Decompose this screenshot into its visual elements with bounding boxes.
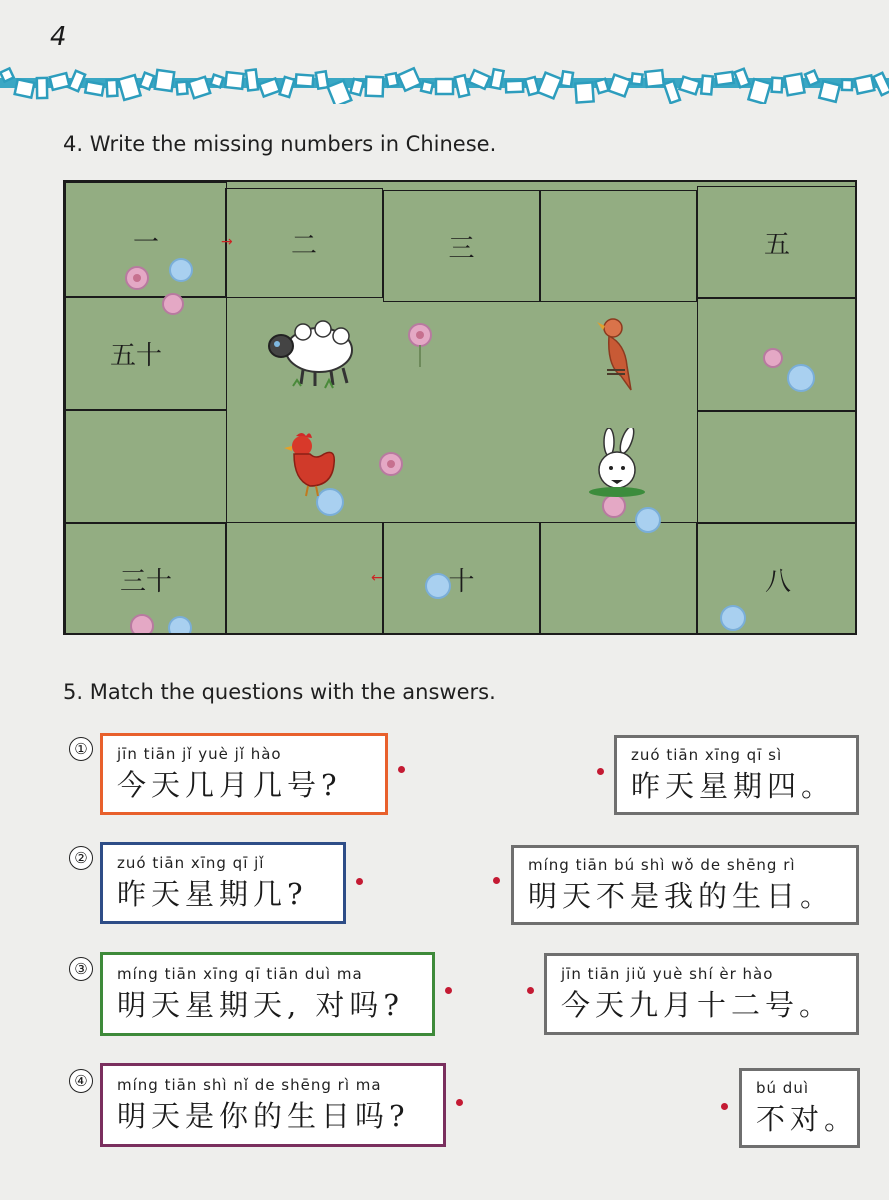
border-tile — [421, 81, 433, 93]
border-tile — [69, 71, 85, 91]
answer-3-pinyin: jīn tiān jiǔ yuè shí èr hào — [561, 964, 774, 983]
question-number-2: ② — [69, 846, 93, 870]
question-box-1[interactable] — [100, 733, 388, 815]
question-number-4: ④ — [69, 1069, 93, 1093]
grid-cell-5: 五 — [697, 186, 857, 298]
border-tile — [366, 77, 384, 97]
border-tile — [819, 81, 840, 102]
grid-cell-4-blank[interactable] — [540, 190, 697, 302]
grid-cell-3: 三 — [383, 190, 540, 302]
grid-cell-8: 八 — [697, 522, 857, 635]
page-number: 4 — [50, 22, 67, 52]
border-tile — [645, 70, 663, 87]
border-tile — [873, 73, 889, 95]
answer-box-3[interactable] — [544, 953, 859, 1035]
border-tile — [15, 79, 35, 97]
match-dot-question-1[interactable] — [398, 766, 405, 773]
border-tile — [490, 69, 503, 89]
question-number-3: ③ — [69, 957, 93, 981]
flower-illustration — [400, 317, 445, 367]
grid-cell-30: 三十 — [65, 522, 227, 635]
answer-1-pinyin: zuó tiān xīng qī sì — [631, 745, 783, 764]
match-dot-answer-4[interactable] — [721, 1103, 728, 1110]
match-dot-question-3[interactable] — [445, 987, 452, 994]
question-number-1: ① — [69, 737, 93, 761]
flower-illustration — [755, 342, 825, 402]
border-tile — [37, 78, 47, 98]
question-4-title: 4. Write the missing numbers in Chinese. — [63, 132, 497, 156]
border-tile — [842, 80, 852, 90]
flower-illustration — [365, 444, 415, 494]
border-tile — [176, 82, 187, 95]
question-4-hanzi: 明天是你的生日吗? — [117, 1098, 410, 1133]
grid-cell-2: 二 — [225, 188, 383, 298]
match-dot-answer-3[interactable] — [527, 987, 534, 994]
answer-4-pinyin: bú duì — [756, 1078, 809, 1097]
answer-box-2[interactable] — [511, 845, 859, 925]
question-1-pinyin: jīn tiān jǐ yuè jǐ hào — [117, 744, 282, 763]
border-tile — [0, 68, 13, 81]
question-5-title: 5. Match the questions with the answers. — [63, 680, 496, 704]
border-tile — [189, 77, 210, 98]
answer-box-1[interactable] — [614, 735, 859, 815]
grid-cell-7-blank[interactable] — [697, 410, 857, 524]
grid-cell-10: 十 — [383, 522, 540, 635]
red-arrow-left: ← — [371, 570, 383, 586]
border-tile — [436, 79, 453, 94]
answer-2-hanzi: 明天不是我的生日。 — [528, 878, 835, 913]
bird-illustration — [595, 316, 645, 396]
border-tile — [538, 73, 562, 99]
border-tile — [296, 74, 314, 86]
border-tile — [50, 73, 70, 90]
border-tile — [85, 82, 104, 96]
question-3-hanzi: 明天星期天, 对吗? — [117, 987, 404, 1022]
answer-1-hanzi: 昨天星期四。 — [631, 768, 836, 803]
border-tile — [225, 72, 243, 89]
question-4-pinyin: míng tiān shì nǐ de shēng rì ma — [117, 1075, 382, 1094]
grid-cell-40-blank[interactable] — [65, 410, 227, 524]
border-tile — [246, 69, 258, 90]
border-tile — [715, 72, 733, 85]
red-arrow-right: → — [221, 234, 233, 250]
grid-cell-20-blank[interactable] — [225, 522, 383, 635]
border-tile — [595, 79, 608, 93]
grid-cell-50: 五十 — [65, 296, 227, 410]
answer-box-4[interactable] — [739, 1068, 860, 1148]
match-dot-answer-1[interactable] — [597, 768, 604, 775]
question-2-hanzi: 昨天星期几? — [117, 876, 308, 911]
border-tile — [211, 75, 224, 88]
border-tile — [772, 78, 783, 93]
border-tile — [350, 79, 363, 95]
answer-2-pinyin: míng tiān bú shì wǒ de shēng rì — [528, 855, 796, 874]
flower-illustration — [115, 252, 195, 322]
border-tile — [609, 75, 631, 97]
question-3-pinyin: míng tiān xīng qī tiān duì ma — [117, 964, 363, 983]
grid-cell-1: 一 — [65, 182, 227, 298]
border-tile — [575, 82, 593, 102]
sheep-illustration — [263, 320, 359, 392]
border-tile — [631, 73, 642, 84]
border-tile — [386, 73, 398, 87]
question-1-hanzi: 今天几月几号? — [117, 767, 342, 802]
number-grid — [63, 180, 857, 635]
border-tile — [561, 71, 573, 86]
border-tile — [316, 71, 328, 88]
border-tile — [506, 81, 523, 93]
answer-3-hanzi: 今天九月十二号。 — [561, 987, 834, 1022]
border-tile — [155, 70, 174, 91]
border-tile — [784, 74, 804, 96]
hen-illustration — [280, 428, 340, 500]
flower-illustration — [715, 602, 755, 635]
border-tile — [855, 75, 875, 93]
flower-illustration — [120, 612, 210, 635]
border-tile — [701, 76, 713, 95]
question-box-3[interactable] — [100, 952, 435, 1036]
match-dot-question-2[interactable] — [356, 878, 363, 885]
question-box-2[interactable] — [100, 842, 346, 924]
match-dot-question-4[interactable] — [456, 1099, 463, 1106]
border-tile — [107, 80, 118, 97]
decorative-border-strip — [0, 62, 889, 104]
question-2-pinyin: zuó tiān xīng qī jǐ — [117, 853, 265, 872]
match-dot-answer-2[interactable] — [493, 877, 500, 884]
question-box-4[interactable] — [100, 1063, 446, 1147]
answer-4-hanzi: 不对。 — [756, 1101, 859, 1136]
rabbit-illustration — [587, 428, 649, 500]
